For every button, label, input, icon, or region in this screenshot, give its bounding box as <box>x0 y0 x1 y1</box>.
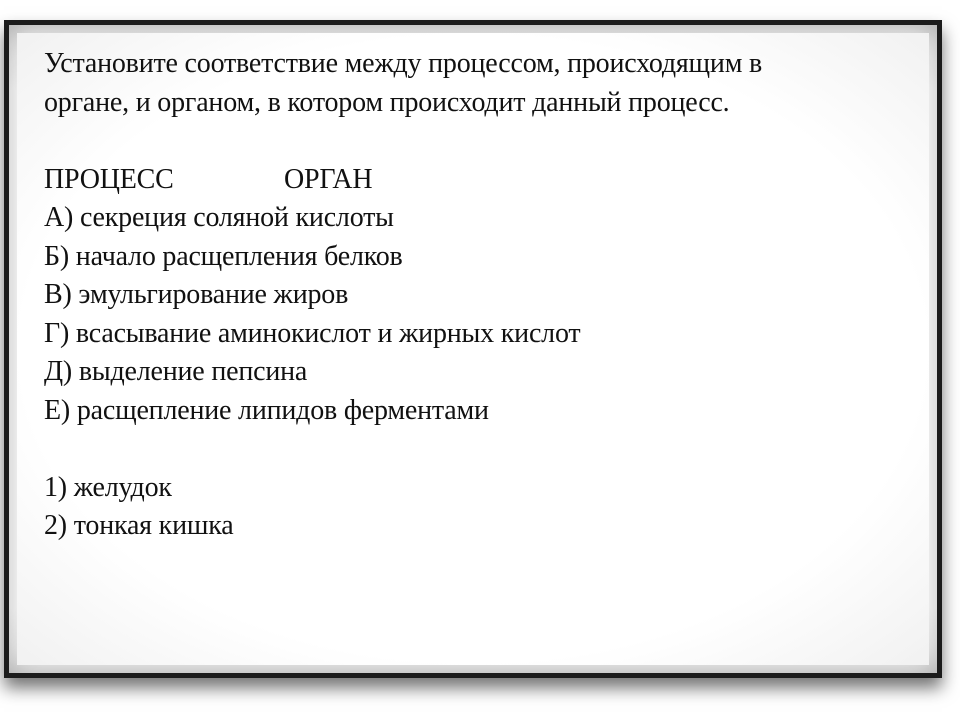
process-item: В) эмульгирование жиров <box>44 279 349 310</box>
process-item: Д) выделение пепсина <box>44 356 308 387</box>
spacer <box>44 430 904 469</box>
organ-item: 1) желудок <box>44 471 172 503</box>
organ-item: 2) тонкая кишка <box>44 510 234 541</box>
question-line-1: Установите соответствие между процессом, происходящим в <box>44 48 763 79</box>
process-item: Г) всасывание аминокислот и жирных кислот <box>44 317 581 349</box>
organ-header: ОРГАН <box>284 163 373 195</box>
process-item: А) секреция соляной кислоты <box>44 202 394 233</box>
table-header <box>44 161 904 200</box>
question-line-2: органе, и органом, в котором происходит данный процесс. <box>44 86 730 118</box>
process-item: Е) расщепление липидов ферментами <box>44 394 489 426</box>
process-header: ПРОЦЕСС <box>44 163 174 195</box>
task-text <box>44 45 904 546</box>
spacer <box>44 122 904 161</box>
process-item: Б) начало расщепления белков <box>44 240 403 272</box>
